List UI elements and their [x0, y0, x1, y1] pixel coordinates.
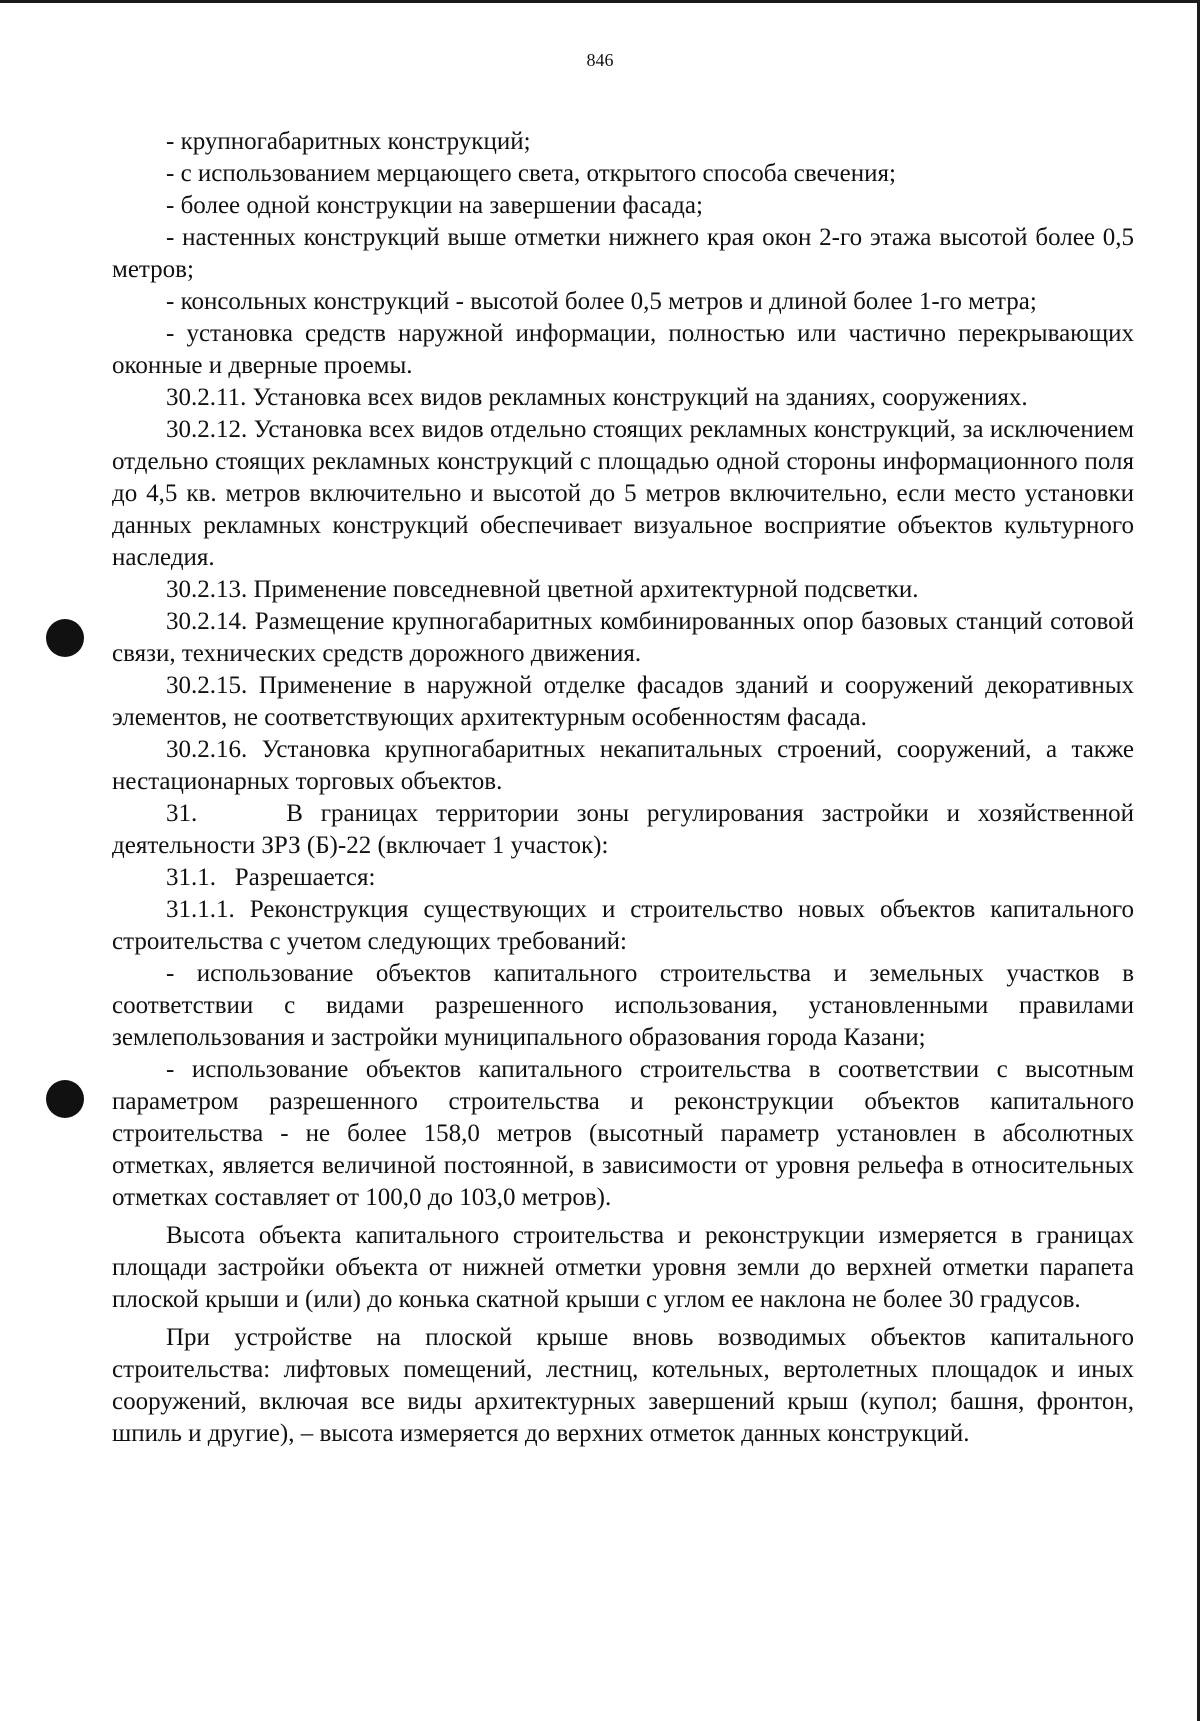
clause-30-2-15: 30.2.15. Применение в наружной отделке фасадов зданий и сооружений декоративных элементов, не соответствующих архитектурным особенностям фасада. — [112, 672, 1134, 731]
list-item: - использование объектов капитального строительства в соответствии с высотным параметром разрешенного строительства и реконструкции объектов капитального строительства - не более 158,0 метров (высотный параметр установлен в абсолютных отметках, является величиной постоянной, в зависимости от уровня рельефа в относительных отметках составляет от 100,0 до 103,0 метров). — [112, 1056, 1134, 1211]
document-body — [112, 126, 1141, 1450]
scan-edge-top — [0, 0, 1200, 3]
page-number: 846 — [586, 50, 614, 70]
clause-30-2-13: 30.2.13. Применение повседневной цветной архитектурной подсветки. — [166, 576, 919, 603]
clause-30-2-16: 30.2.16. Установка крупногабаритных некапитальных строений, сооружений, а также нестационарных торговых объектов. — [112, 736, 1134, 795]
rooftop-structures-paragraph: При устройстве на плоской крыше вновь возводимых объектов капитального строительства: лифтовых помещений, лестниц, котельных, вертолетных площадок и иных сооружений, включая все виды архитектурных завершений крыш (купол; башня, фронтон, шпиль и другие), – высота измеряется до верхних отметок данных конструкций. — [112, 1324, 1134, 1447]
list-item: - установка средств наружной информации, полностью или частично перекрывающих оконные и дверные проемы. — [112, 320, 1134, 379]
list-item: - крупногабаритных конструкций; — [166, 128, 531, 155]
punch-hole-top — [46, 619, 84, 657]
clause-31: 31. В границах территории зоны регулирования застройки и хозяйственной деятельности ЗРЗ (Б)-22 (включает 1 участок): — [112, 800, 1141, 859]
clause-30-2-11: 30.2.11. Установка всех видов рекламных конструкций на зданиях, сооружениях. — [166, 384, 1028, 411]
clause-31-1-1: 31.1.1. Реконструкция существующих и строительство новых объектов капитального строительства с учетом следующих требований: — [112, 896, 1134, 955]
list-item: - настенных конструкций выше отметки нижнего края окон 2-го этажа высотой более 0,5 метров; — [112, 224, 1134, 283]
clause-31-1: 31.1. Разрешается: — [166, 864, 376, 891]
punch-hole-bottom — [46, 1080, 84, 1118]
list-item: - более одной конструкции на завершении фасада; — [166, 192, 703, 219]
clause-30-2-14: 30.2.14. Размещение крупногабаритных комбинированных опор базовых станций сотовой связи, технических средств дорожного движения. — [112, 608, 1134, 667]
list-item: - использование объектов капитального строительства и земельных участков в соответствии с видами разрешенного использования, установленными правилами землепользования и застройки муниципального образования города Казани; — [112, 960, 1134, 1051]
list-item: - консольных конструкций - высотой более 0,5 метров и длиной более 1-го метра; — [166, 288, 1037, 315]
list-item: - с использованием мерцающего света, открытого способа свечения; — [166, 160, 896, 187]
clause-30-2-12: 30.2.12. Установка всех видов отдельно стоящих рекламных конструкций, за исключением отдельно стоящих рекламных конструкций с площадью одной стороны информационного поля до 4,5 кв. метров включительно и высотой до 5 метров включительно, если место установки данных рекламных конструкций обеспечивает визуальное восприятие объектов культурного наследия. — [112, 416, 1134, 571]
height-measurement-paragraph: Высота объекта капитального строительства и реконструкции измеряется в границах площади застройки объекта от нижней отметки уровня земли до верхней отметки парапета плоской крыши и (или) до конька скатной крыши с углом ее наклона не более 30 градусов. — [112, 1222, 1134, 1313]
